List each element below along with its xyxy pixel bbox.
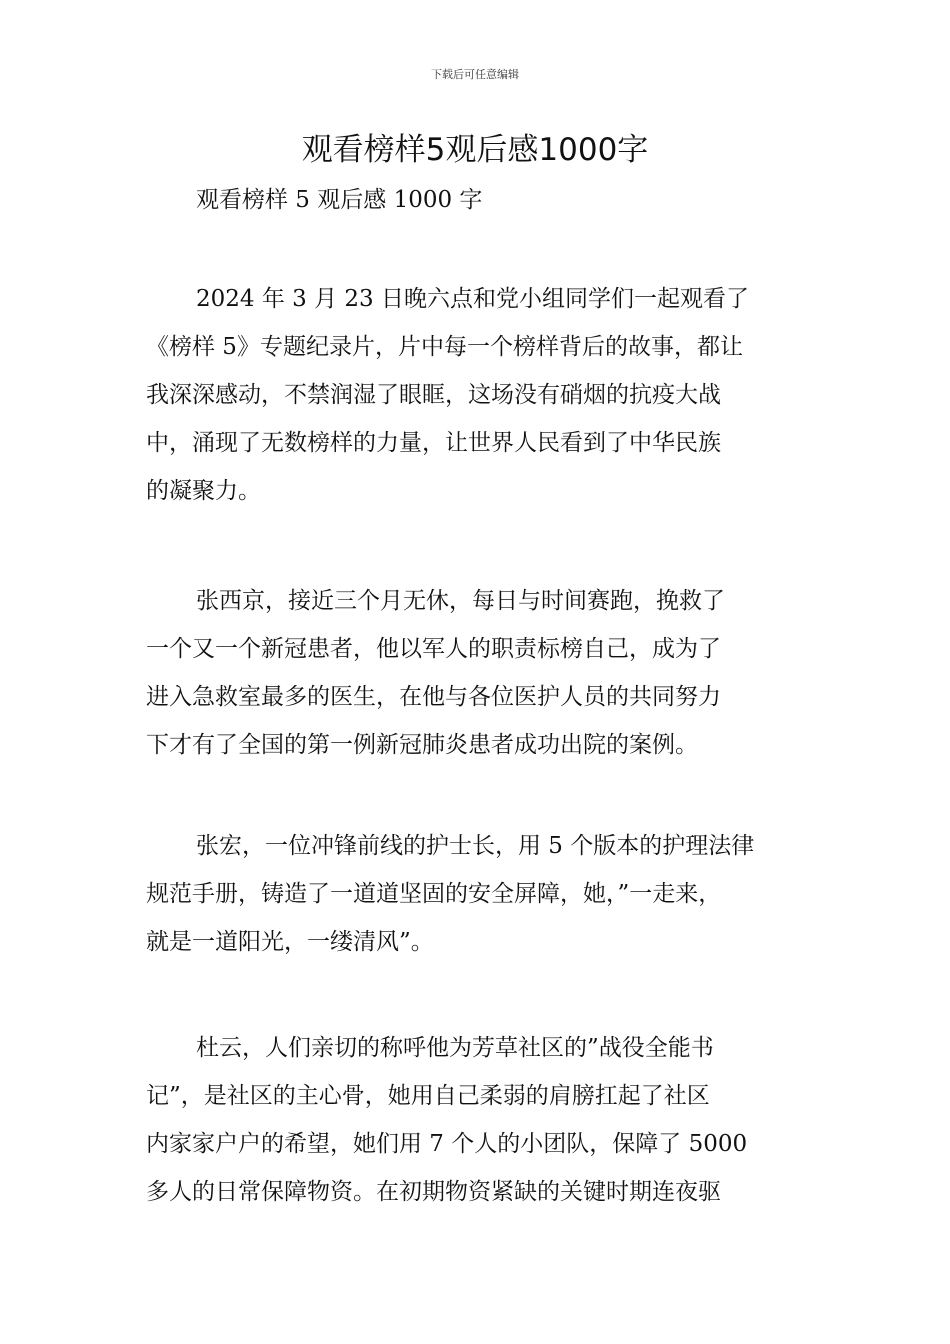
paragraph-line: 内家家户户的希望，她们用 7 个人的小团队，保障了 5000 [146, 1131, 748, 1157]
paragraph-1 [146, 275, 818, 515]
paragraph-line: 规范手册，铸造了一道道坚固的安全屏障，她，”一走来， [146, 881, 722, 907]
paragraph-line: 一个又一个新冠患者，他以军人的职责标榜自己，成为了 [146, 636, 721, 662]
document-subtitle: 观看榜样 5 观后感 1000 字 [196, 187, 483, 213]
paragraph-3 [146, 822, 818, 966]
paragraph-line: 《榜样 5》专题纪录片，片中每一个榜样背后的故事，都让 [146, 334, 743, 360]
paragraph-line: 张宏，一位冲锋前线的护士长，用 5 个版本的护理法律 [196, 833, 755, 859]
paragraph-line: 2024 年 3 月 23 日晚六点和党小组同学们一起观看了 [196, 286, 749, 312]
paragraph-2 [146, 577, 818, 769]
paragraph-line: 杜云，人们亲切的称呼他为芳草社区的”战役全能书 [196, 1035, 714, 1061]
paragraph-line: 的凝聚力。 [146, 478, 261, 504]
paragraph-line: 我深深感动，不禁润湿了眼眶，这场没有硝烟的抗疫大战 [146, 382, 721, 408]
paragraph-line: 就是一道阳光，一缕清风”。 [146, 929, 434, 955]
paragraph-line: 多人的日常保障物资。在初期物资紧缺的关键时期连夜驱 [146, 1179, 721, 1205]
paragraph-line: 记”，是社区的主心骨，她用自己柔弱的肩膀扛起了社区 [146, 1083, 710, 1109]
paragraph-line: 进入急救室最多的医生，在他与各位医护人员的共同努力 [146, 684, 721, 710]
paragraph-line: 下才有了全国的第一例新冠肺炎患者成功出院的案例。 [146, 732, 698, 758]
header-note: 下载后可任意编辑 [431, 68, 519, 81]
paragraph-4 [146, 1024, 818, 1216]
document-title: 观看榜样5观后感1000字 [301, 132, 649, 168]
paragraph-line: 中，涌现了无数榜样的力量，让世界人民看到了中华民族 [146, 430, 721, 456]
paragraph-line: 张西京，接近三个月无休，每日与时间赛跑，挽救了 [196, 588, 725, 614]
